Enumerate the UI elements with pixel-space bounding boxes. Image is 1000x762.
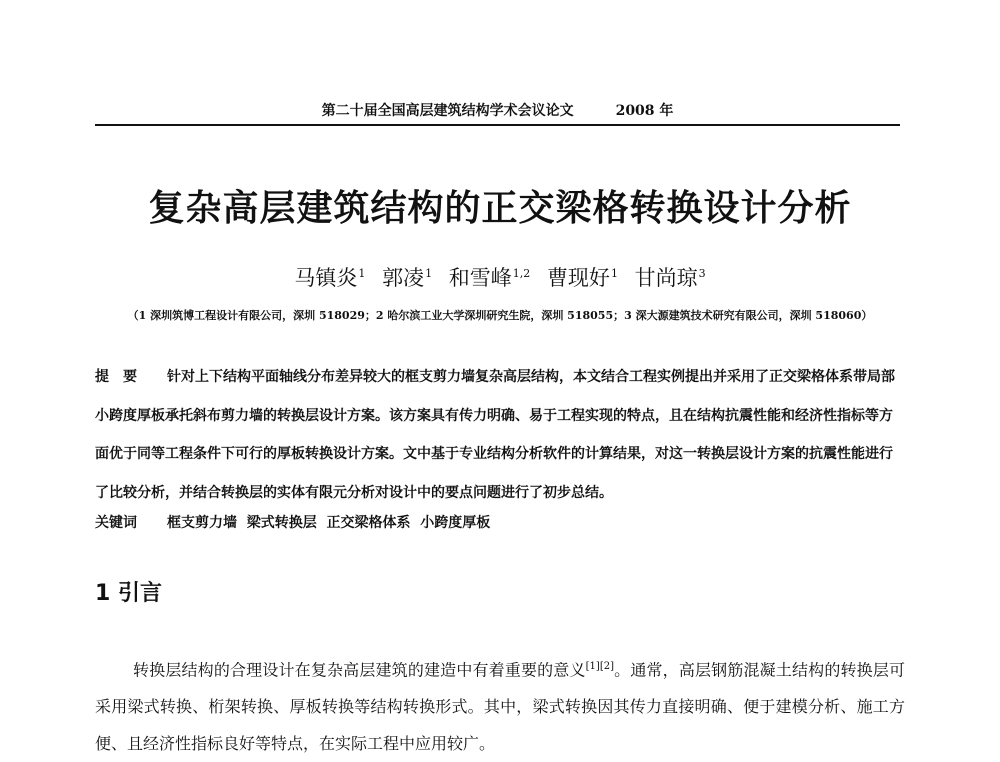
- conference-name: 第二十届全国高层建筑结构学术会议论文: [321, 103, 574, 119]
- section-heading: 1 引言: [95, 581, 162, 606]
- author-name: 马镇炎: [294, 266, 358, 290]
- author-affiliation-mark: 1,2: [512, 267, 531, 280]
- author-name: 郭凌: [382, 266, 425, 290]
- keywords: [95, 512, 895, 532]
- author: [635, 266, 706, 290]
- keywords-label: 关键词: [95, 515, 137, 531]
- affiliations: （1 深圳筑博工程设计有限公司，深圳 518029；2 哈尔滨工业大学深圳研究生院，深圳 518055；3 深大源建筑技术研究有限公司，深圳 518060）: [127, 309, 873, 322]
- paper-title: 复杂高层建筑结构的正交梁格转换设计分析: [148, 188, 852, 229]
- author: [294, 266, 365, 290]
- author-name: 甘尚琼: [634, 266, 698, 290]
- conference-year: 2008 年: [615, 103, 674, 119]
- author-affiliation-mark: 1: [610, 267, 618, 280]
- author-affiliation-mark: 3: [698, 267, 706, 280]
- abstract: [95, 358, 895, 512]
- keywords-text: 框支剪力墙 梁式转换层 正交梁格体系 小跨度厚板: [167, 515, 491, 531]
- citation-ref: [1][2]: [585, 661, 614, 672]
- author: [449, 266, 531, 290]
- paragraph-text: 转换层结构的合理设计在复杂高层建筑的建造中有着重要的意义: [133, 660, 586, 680]
- author: [547, 266, 618, 290]
- author-affiliation-mark: 1: [358, 267, 366, 280]
- paragraph-text-continued: 。通常，高层钢筋混凝土结构的转换层可采用梁式转换、桁架转换、厚板转换等结构转换形式。其中，梁式转换因其传力直接明确、便于建模分析、施工方便、且经济性指标良好等特点，在实际工程中应用较广。: [95, 660, 905, 754]
- author-list: [0, 262, 1000, 292]
- body-paragraph: [95, 648, 905, 762]
- author-affiliation-mark: 1: [425, 267, 433, 280]
- author-name: 和雪峰: [448, 266, 512, 290]
- abstract-text: 针对上下结构平面轴线分布差异较大的框支剪力墙复杂高层结构，本文结合工程实例提出并采用了正交梁格体系带局部小跨度厚板承托斜布剪力墙的转换层设计方案。该方案具有传力明确、易于工程实现的特点，且在结构抗震性能和经济性指标等方面优于同等工程条件下可行的厚板转换设计方案。文中基于专业结构分析软件的计算结果，对这一转换层设计方案的抗震性能进行了比较分析，并结合转换层的实体有限元分析对设计中的要点问题进行了初步总结。: [95, 369, 895, 501]
- author: [382, 266, 432, 290]
- running-header: [95, 100, 900, 126]
- author-name: 曹现好: [546, 266, 610, 290]
- abstract-label: 提 要: [95, 369, 137, 385]
